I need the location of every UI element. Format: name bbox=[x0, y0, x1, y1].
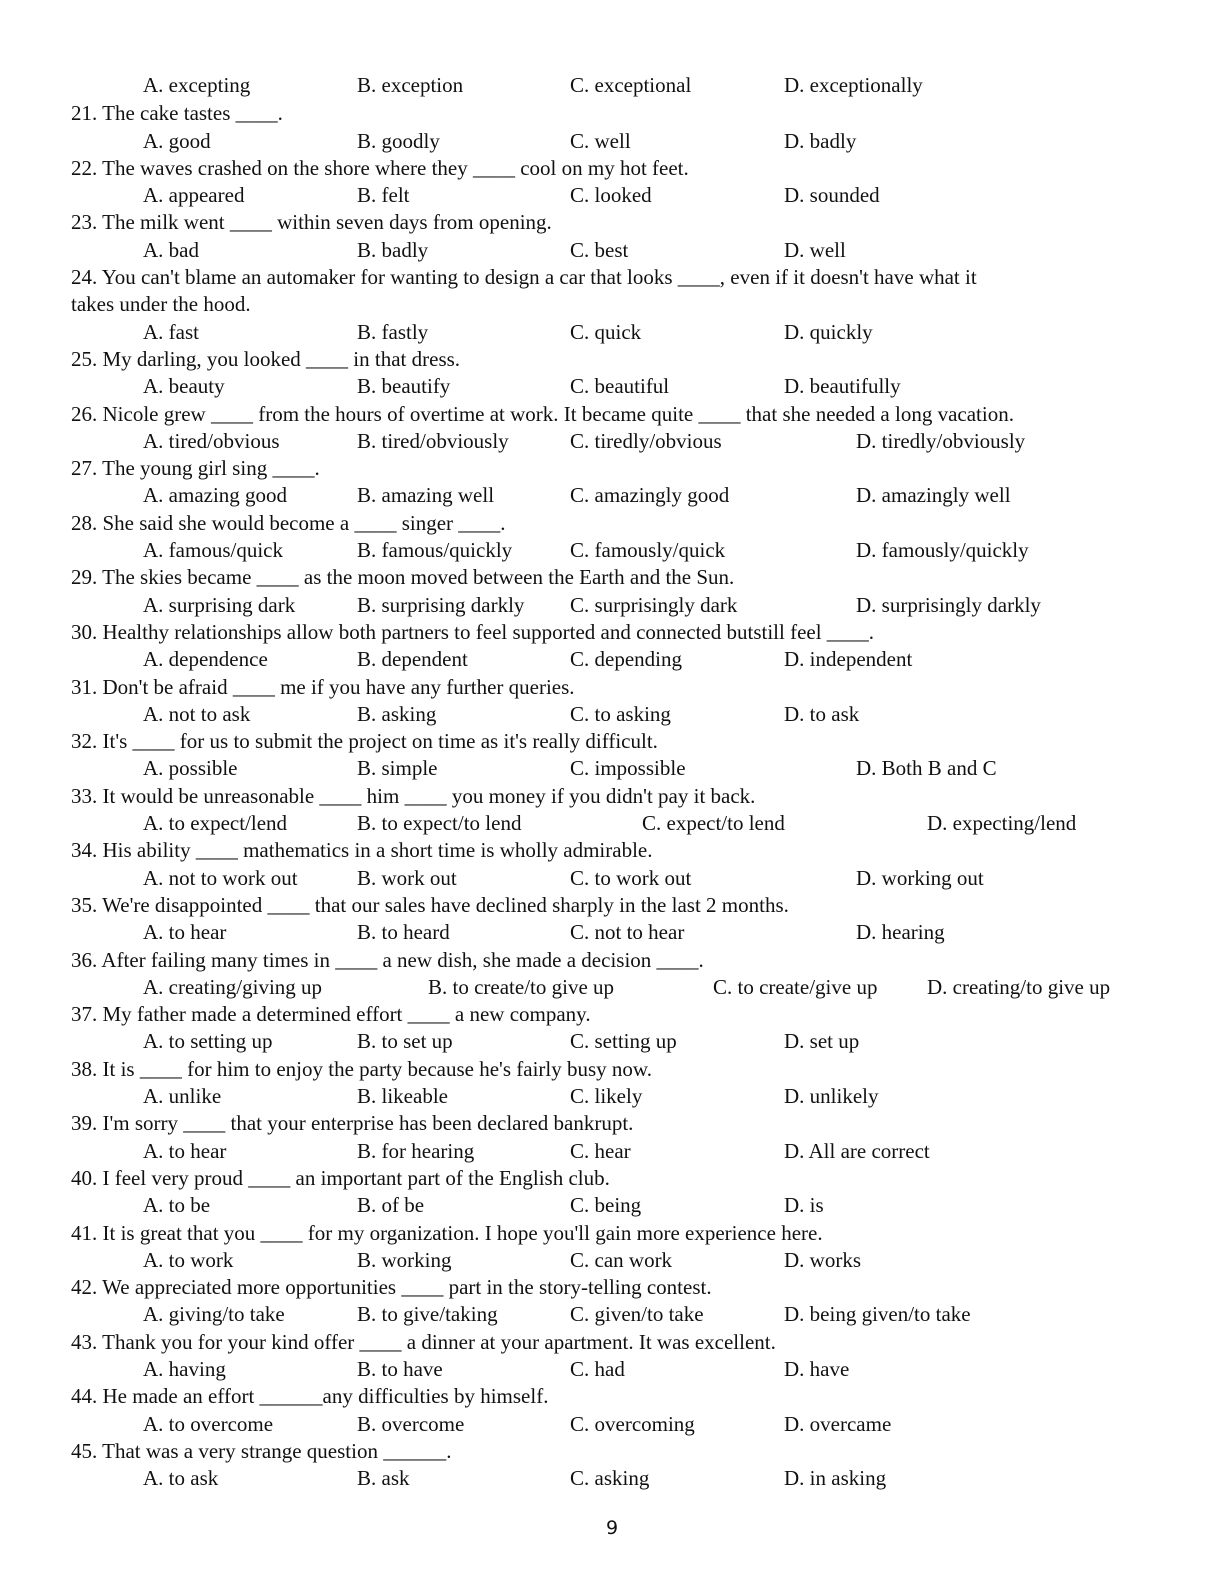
q45-option-a: A. to ask bbox=[143, 1466, 219, 1490]
q24-option-b: B. fastly bbox=[357, 320, 429, 344]
q22-option-d: D. sounded bbox=[784, 183, 880, 207]
q39-option-d: D. All are correct bbox=[784, 1139, 930, 1163]
option-c: C. exceptional bbox=[570, 73, 692, 97]
q23-option-c: C. best bbox=[570, 238, 629, 262]
q39-option-b: B. for hearing bbox=[357, 1139, 475, 1163]
q26-option-d: D. tiredly/obviously bbox=[856, 429, 1026, 453]
q28-option-b: B. famous/quickly bbox=[357, 538, 513, 562]
option-b: B. exception bbox=[357, 73, 464, 97]
q35-option-c: C. not to hear bbox=[570, 920, 685, 944]
q24-option-d: D. quickly bbox=[784, 320, 873, 344]
q29-option-c: C. surprisingly dark bbox=[570, 593, 738, 617]
q21-option-a: A. good bbox=[143, 129, 211, 153]
page-number: 9 bbox=[605, 1517, 619, 1539]
q40-option-a: A. to be bbox=[143, 1193, 211, 1217]
q41-option-d: D. works bbox=[784, 1248, 861, 1272]
question-27: 27. The young girl sing ____. bbox=[71, 456, 320, 480]
q43-option-b: B. to have bbox=[357, 1357, 443, 1381]
question-32: 32. It's ____ for us to submit the project on time as it's really difficult. bbox=[71, 729, 658, 753]
option-d: D. exceptionally bbox=[784, 73, 923, 97]
q21-option-b: B. goodly bbox=[357, 129, 440, 153]
q42-option-a: A. giving/to take bbox=[143, 1302, 285, 1326]
q26-option-a: A. tired/obvious bbox=[143, 429, 280, 453]
q31-option-b: B. asking bbox=[357, 702, 437, 726]
question-45: 45. That was a very strange question ______. bbox=[71, 1439, 452, 1463]
q31-option-d: D. to ask bbox=[784, 702, 860, 726]
q24-option-a: A. fast bbox=[143, 320, 199, 344]
q40-option-b: B. of be bbox=[357, 1193, 425, 1217]
q39-option-c: C. hear bbox=[570, 1139, 631, 1163]
q21-option-d: D. badly bbox=[784, 129, 857, 153]
q35-option-a: A. to hear bbox=[143, 920, 227, 944]
q29-option-b: B. surprising darkly bbox=[357, 593, 525, 617]
q21-option-c: C. well bbox=[570, 129, 631, 153]
q43-option-a: A. having bbox=[143, 1357, 226, 1381]
q23-option-b: B. badly bbox=[357, 238, 429, 262]
q28-option-a: A. famous/quick bbox=[143, 538, 283, 562]
q28-option-c: C. famously/quick bbox=[570, 538, 726, 562]
q45-option-d: D. in asking bbox=[784, 1466, 887, 1490]
q36-option-d: D. creating/to give up bbox=[927, 975, 1111, 999]
question-24-continued: takes under the hood. bbox=[71, 292, 251, 316]
q41-option-b: B. working bbox=[357, 1248, 452, 1272]
question-33: 33. It would be unreasonable ____ him ____ you money if you didn't pay it back. bbox=[71, 784, 756, 808]
question-37: 37. My father made a determined effort ____ a new company. bbox=[71, 1002, 591, 1026]
q44-option-d: D. overcame bbox=[784, 1412, 892, 1436]
q34-option-b: B. work out bbox=[357, 866, 457, 890]
question-28: 28. She said she would become a ____ singer ____. bbox=[71, 511, 506, 535]
q34-option-d: D. working out bbox=[856, 866, 984, 890]
q27-option-b: B. amazing well bbox=[357, 483, 495, 507]
q22-option-c: C. looked bbox=[570, 183, 652, 207]
q43-option-d: D. have bbox=[784, 1357, 850, 1381]
q36-option-c: C. to create/give up bbox=[713, 975, 878, 999]
q44-option-c: C. overcoming bbox=[570, 1412, 695, 1436]
q30-option-a: A. dependence bbox=[143, 647, 268, 671]
q22-option-a: A. appeared bbox=[143, 183, 245, 207]
q37-option-b: B. to set up bbox=[357, 1029, 453, 1053]
question-23: 23. The milk went ____ within seven days from opening. bbox=[71, 210, 552, 234]
q32-option-c: C. impossible bbox=[570, 756, 686, 780]
question-36: 36. After failing many times in ____ a new dish, she made a decision ____. bbox=[71, 948, 704, 972]
q23-option-d: D. well bbox=[784, 238, 846, 262]
question-21: 21. The cake tastes ____. bbox=[71, 101, 283, 125]
q38-option-a: A. unlike bbox=[143, 1084, 222, 1108]
q29-option-d: D. surprisingly darkly bbox=[856, 593, 1041, 617]
q37-option-a: A. to setting up bbox=[143, 1029, 273, 1053]
q36-option-b: B. to create/to give up bbox=[428, 975, 615, 999]
q41-option-c: C. can work bbox=[570, 1248, 673, 1272]
question-40: 40. I feel very proud ____ an important part of the English club. bbox=[71, 1166, 610, 1190]
q25-option-c: C. beautiful bbox=[570, 374, 670, 398]
q25-option-a: A. beauty bbox=[143, 374, 225, 398]
q33-option-a: A. to expect/lend bbox=[143, 811, 288, 835]
q44-option-b: B. overcome bbox=[357, 1412, 465, 1436]
q35-option-d: D. hearing bbox=[856, 920, 945, 944]
q27-option-d: D. amazingly well bbox=[856, 483, 1011, 507]
q29-option-a: A. surprising dark bbox=[143, 593, 296, 617]
q30-option-d: D. independent bbox=[784, 647, 913, 671]
q37-option-d: D. set up bbox=[784, 1029, 860, 1053]
question-30: 30. Healthy relationships allow both partners to feel supported and connected butstill feel ____. bbox=[71, 620, 875, 644]
q31-option-a: A. not to ask bbox=[143, 702, 251, 726]
question-41: 41. It is great that you ____ for my organization. I hope you'll gain more experience here. bbox=[71, 1221, 823, 1245]
q32-option-a: A. possible bbox=[143, 756, 238, 780]
q45-option-b: B. ask bbox=[357, 1466, 410, 1490]
q34-option-c: C. to work out bbox=[570, 866, 692, 890]
q38-option-b: B. likeable bbox=[357, 1084, 448, 1108]
q44-option-a: A. to overcome bbox=[143, 1412, 274, 1436]
question-25: 25. My darling, you looked ____ in that dress. bbox=[71, 347, 461, 371]
q40-option-d: D. is bbox=[784, 1193, 824, 1217]
q36-option-a: A. creating/giving up bbox=[143, 975, 323, 999]
q42-option-d: D. being given/to take bbox=[784, 1302, 971, 1326]
q26-option-b: B. tired/obviously bbox=[357, 429, 509, 453]
q42-option-b: B. to give/taking bbox=[357, 1302, 498, 1326]
q34-option-a: A. not to work out bbox=[143, 866, 298, 890]
q43-option-c: C. had bbox=[570, 1357, 625, 1381]
q30-option-b: B. dependent bbox=[357, 647, 468, 671]
q24-option-c: C. quick bbox=[570, 320, 642, 344]
question-34: 34. His ability ____ mathematics in a short time is wholly admirable. bbox=[71, 838, 653, 862]
q33-option-d: D. expecting/lend bbox=[927, 811, 1077, 835]
option-a: A. excepting bbox=[143, 73, 251, 97]
q26-option-c: C. tiredly/obvious bbox=[570, 429, 722, 453]
q38-option-c: C. likely bbox=[570, 1084, 643, 1108]
q45-option-c: C. asking bbox=[570, 1466, 650, 1490]
q33-option-c: C. expect/to lend bbox=[642, 811, 785, 835]
question-29: 29. The skies became ____ as the moon moved between the Earth and the Sun. bbox=[71, 565, 735, 589]
q30-option-c: C. depending bbox=[570, 647, 682, 671]
question-31: 31. Don't be afraid ____ me if you have any further queries. bbox=[71, 675, 575, 699]
question-43: 43. Thank you for your kind offer ____ a dinner at your apartment. It was excellent. bbox=[71, 1330, 776, 1354]
q28-option-d: D. famously/quickly bbox=[856, 538, 1029, 562]
question-38: 38. It is ____ for him to enjoy the party because he's fairly busy now. bbox=[71, 1057, 652, 1081]
question-42: 42. We appreciated more opportunities ____ part in the story-telling contest. bbox=[71, 1275, 712, 1299]
question-22: 22. The waves crashed on the shore where they ____ cool on my hot feet. bbox=[71, 156, 689, 180]
q35-option-b: B. to heard bbox=[357, 920, 450, 944]
question-26: 26. Nicole grew ____ from the hours of overtime at work. It became quite ____ that she needed a long vacation. bbox=[71, 402, 1014, 426]
q23-option-a: A. bad bbox=[143, 238, 199, 262]
q25-option-d: D. beautifully bbox=[784, 374, 901, 398]
q31-option-c: C. to asking bbox=[570, 702, 671, 726]
q22-option-b: B. felt bbox=[357, 183, 410, 207]
q41-option-a: A. to work bbox=[143, 1248, 234, 1272]
q39-option-a: A. to hear bbox=[143, 1139, 227, 1163]
question-44: 44. He made an effort ______any difficulties by himself. bbox=[71, 1384, 549, 1408]
q25-option-b: B. beautify bbox=[357, 374, 451, 398]
q32-option-b: B. simple bbox=[357, 756, 438, 780]
q32-option-d: D. Both B and C bbox=[856, 756, 997, 780]
q37-option-c: C. setting up bbox=[570, 1029, 677, 1053]
question-35: 35. We're disappointed ____ that our sales have declined sharply in the last 2 months. bbox=[71, 893, 789, 917]
q42-option-c: C. given/to take bbox=[570, 1302, 704, 1326]
q27-option-a: A. amazing good bbox=[143, 483, 288, 507]
question-24: 24. You can't blame an automaker for wanting to design a car that looks ____, even if it doesn't have what it bbox=[71, 265, 977, 289]
q38-option-d: D. unlikely bbox=[784, 1084, 879, 1108]
q33-option-b: B. to expect/to lend bbox=[357, 811, 522, 835]
q27-option-c: C. amazingly good bbox=[570, 483, 730, 507]
q40-option-c: C. being bbox=[570, 1193, 642, 1217]
question-39: 39. I'm sorry ____ that your enterprise has been declared bankrupt. bbox=[71, 1111, 634, 1135]
